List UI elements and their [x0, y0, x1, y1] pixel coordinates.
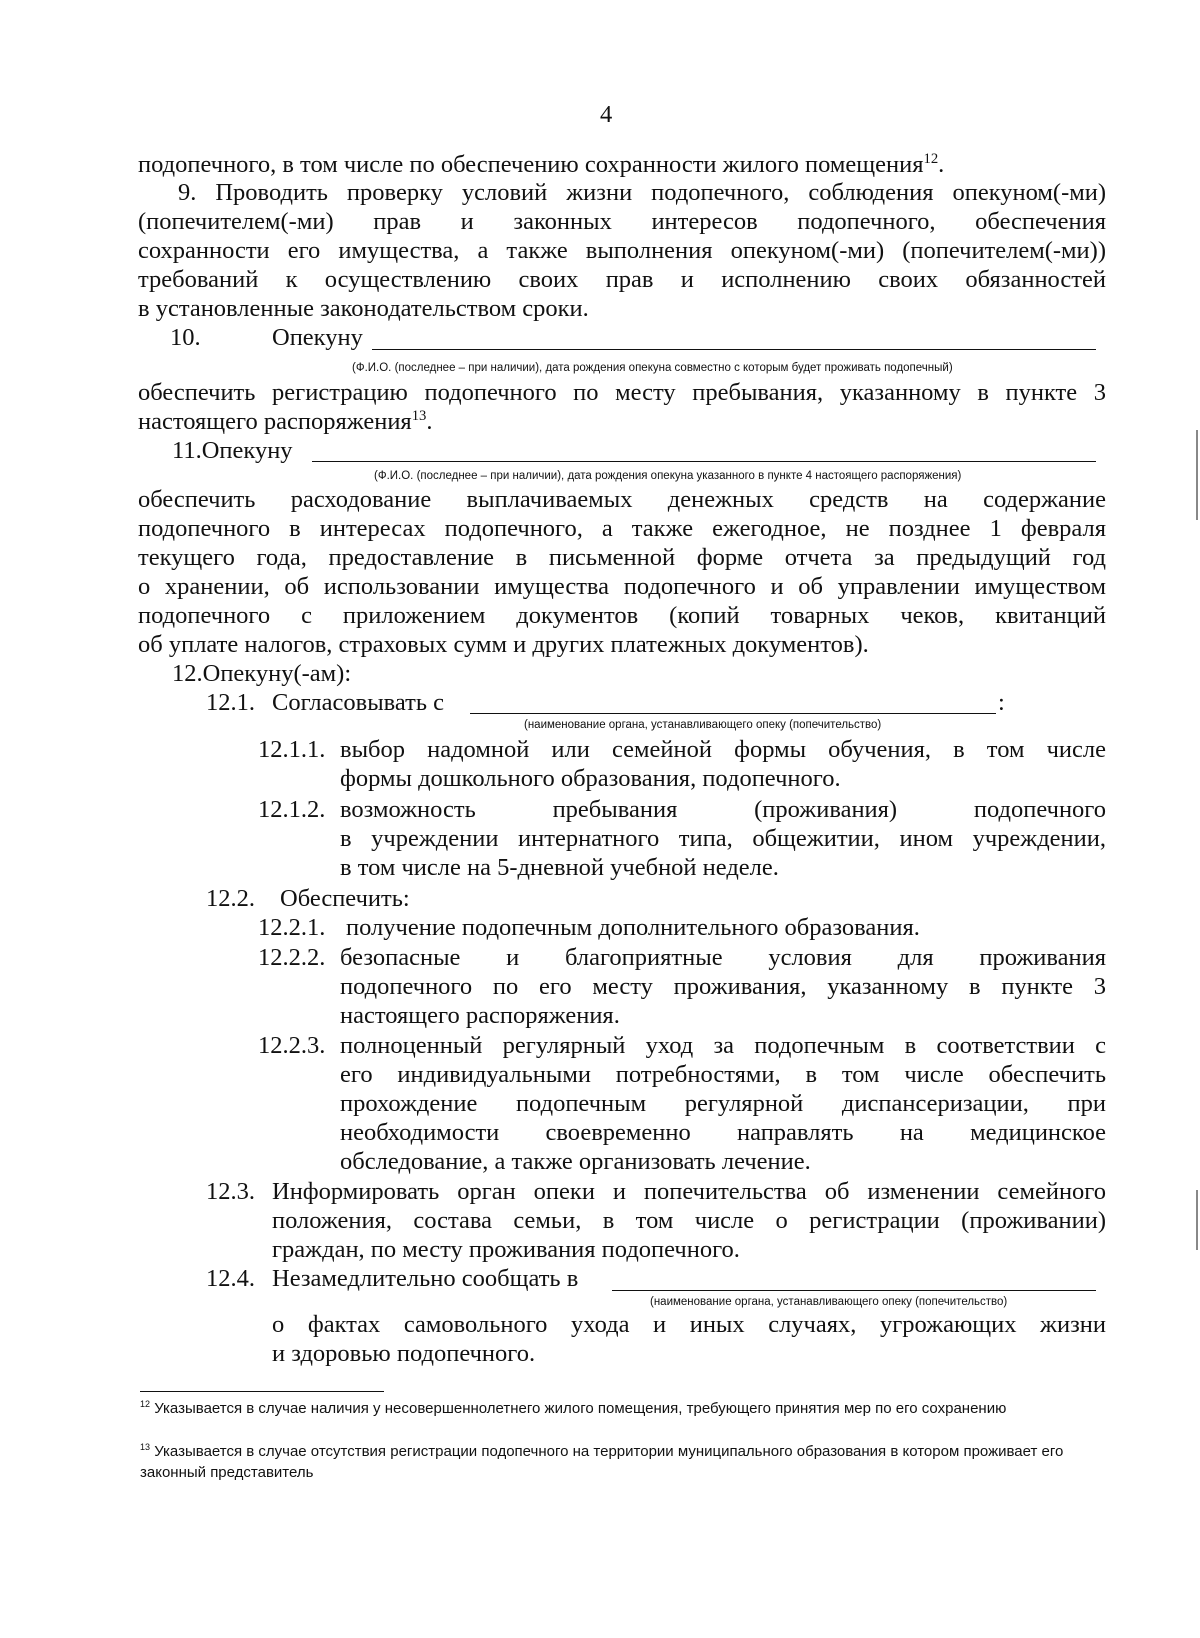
item-12-1-1-number: 12.1.1.	[258, 736, 326, 763]
item-11-line-5: подопечного с приложением документов (копий товарных чеков, квитанций	[138, 602, 1106, 629]
item-12-1-2-number: 12.1.2.	[258, 796, 326, 823]
footnote-12-text: Указывается в случае наличия у несовершеннолетнего жилого помещения, требующего принятия мер по его сохранению	[154, 1400, 1007, 1417]
item-12-2-3-line-4: необходимости своевременно направлять на медицинское	[340, 1119, 1106, 1146]
footnote-13-text: Указывается в случае отсутствия регистрации подопечного на территории муниципального образования в котором проживает его законный представитель	[140, 1443, 1064, 1481]
item-12-1-2-line-2: в учреждении интернатного типа, общежитии, ином учреждении,	[340, 825, 1106, 852]
item-12-2-3-line-2: его индивидуальными потребностями, в том числе обеспечить	[340, 1061, 1106, 1088]
item-12-4-line-1: о фактах самовольного ухода и иных случаях, угрожающих жизни	[272, 1311, 1106, 1338]
item-12-4-fill-line	[612, 1290, 1096, 1291]
item-10-line-2	[138, 407, 1106, 437]
item-9-line-5: в установленные законодательством сроки.	[138, 295, 589, 322]
item-10-period: .	[426, 408, 433, 435]
item-11-fill-line	[312, 461, 1096, 462]
item-12-4-line-2: и здоровью подопечного.	[272, 1340, 536, 1367]
page-number: 4	[600, 101, 613, 128]
item-12-2-text: Обеспечить:	[280, 885, 410, 912]
footnote-ref-13: 13	[411, 407, 427, 424]
item-9-line-2: (попечителем(-ми) прав и законных интересов подопечного, обеспечения	[138, 208, 1106, 235]
scan-edge-mark	[1196, 430, 1198, 520]
continuation-end: .	[938, 151, 945, 178]
item-12-1-colon: :	[998, 689, 1005, 716]
item-10-text-end: настоящего распоряжения	[138, 408, 412, 435]
item-11-line-1: обеспечить расходование выплачиваемых денежных средств на содержание	[138, 486, 1106, 513]
item-10-number: 10.	[170, 324, 201, 351]
item-12-1-caption: (наименование органа, устанавливающего опеку (попечительство)	[524, 719, 882, 731]
item-12-2-3-line-3: прохождение подопечным регулярной диспансеризации, при	[340, 1090, 1106, 1117]
item-12-2-2-line-3: настоящего распоряжения.	[340, 1002, 620, 1029]
item-11-line-3: текущего года, предоставление в письменной форме отчета за предыдущий год	[138, 544, 1106, 571]
item-12-1-fill-line	[470, 713, 996, 714]
item-12-2-1-line: получение подопечным дополнительного образования.	[346, 914, 920, 941]
item-12-1-2-line-3: в том числе на 5-дневной учебной неделе.	[340, 854, 779, 881]
item-10-label: Опекуну	[272, 324, 363, 351]
continuation-text: подопечного, в том числе по обеспечению сохранности жилого помещения	[138, 151, 924, 178]
item-12-1-1-line-2: формы дошкольного образования, подопечного.	[340, 765, 841, 792]
item-11-line-6: об уплате налогов, страховых сумм и других платежных документов).	[138, 631, 869, 658]
footnote-12-mark: 12	[140, 1399, 151, 1409]
item-12-2-number: 12.2.	[206, 885, 255, 912]
item-11-label: 11.Опекуну	[172, 437, 293, 464]
footnote-separator	[140, 1391, 384, 1392]
item-12-heading: 12.Опекуну(-ам):	[172, 660, 352, 687]
item-12-2-1-number: 12.2.1.	[258, 914, 326, 941]
item-9-line-4: требований к осуществлению своих прав и исполнению своих обязанностей	[138, 266, 1106, 293]
item-10-fill-line	[372, 349, 1096, 350]
item-12-2-2-number: 12.2.2.	[258, 944, 326, 971]
continuation-line	[138, 150, 1106, 180]
scan-edge-mark	[1196, 1190, 1198, 1250]
item-12-2-2-line-1: безопасные и благоприятные условия для проживания	[340, 944, 1106, 971]
item-9-line-1: 9. Проводить проверку условий жизни подопечного, соблюдения опекуном(-ми)	[178, 179, 1106, 206]
item-10-line-1: обеспечить регистрацию подопечного по месту пребывания, указанному в пункте 3	[138, 379, 1106, 406]
item-12-1-number: 12.1.	[206, 689, 255, 716]
item-11-caption: (Ф.И.О. (последнее – при наличии), дата рождения опекуна указанного в пункте 4 настоящего распоряжения)	[374, 470, 962, 482]
item-11-line-4: о хранении, об использовании имущества подопечного и об управлении имуществом	[138, 573, 1106, 600]
item-12-4-caption: (наименование органа, устанавливающего опеку (попечительство)	[650, 1296, 1008, 1308]
item-12-3-line-2: положения, состава семьи, в том числе о регистрации (проживании)	[272, 1207, 1106, 1234]
item-12-3-number: 12.3.	[206, 1178, 255, 1205]
footnote-12	[140, 1398, 1100, 1419]
item-12-2-3-number: 12.2.3.	[258, 1032, 326, 1059]
item-12-1-text: Согласовывать с	[272, 689, 445, 716]
footnote-13	[140, 1441, 1100, 1483]
item-12-1-1-line-1: выбор надомной или семейной формы обучения, в том числе	[340, 736, 1106, 763]
item-12-4-number: 12.4.	[206, 1265, 255, 1292]
item-12-4-text: Незамедлительно сообщать в	[272, 1265, 579, 1292]
item-12-1-2-line-1: возможность пребывания (проживания) подопечного	[340, 796, 1106, 823]
footnote-ref-12: 12	[923, 150, 939, 167]
item-9-line-3: сохранности его имущества, а также выполнения опекуном(-ми) (попечителем(-ми))	[138, 237, 1106, 264]
item-11-line-2: подопечного в интересах подопечного, а также ежегодное, не позднее 1 февраля	[138, 515, 1106, 542]
item-12-3-line-3: граждан, по месту проживания подопечного.	[272, 1236, 740, 1263]
item-12-3-line-1: Информировать орган опеки и попечительства об изменении семейного	[272, 1178, 1106, 1205]
item-12-2-3-line-5: обследование, а также организовать лечение.	[340, 1148, 811, 1175]
item-12-2-3-line-1: полноценный регулярный уход за подопечным в соответствии с	[340, 1032, 1106, 1059]
footnote-13-mark: 13	[140, 1442, 151, 1452]
item-10-caption: (Ф.И.О. (последнее – при наличии), дата рождения опекуна совместно с которым будет проживать подопечный)	[352, 362, 953, 374]
item-12-2-2-line-2: подопечного по его месту проживания, указанному в пункте 3	[340, 973, 1106, 1000]
